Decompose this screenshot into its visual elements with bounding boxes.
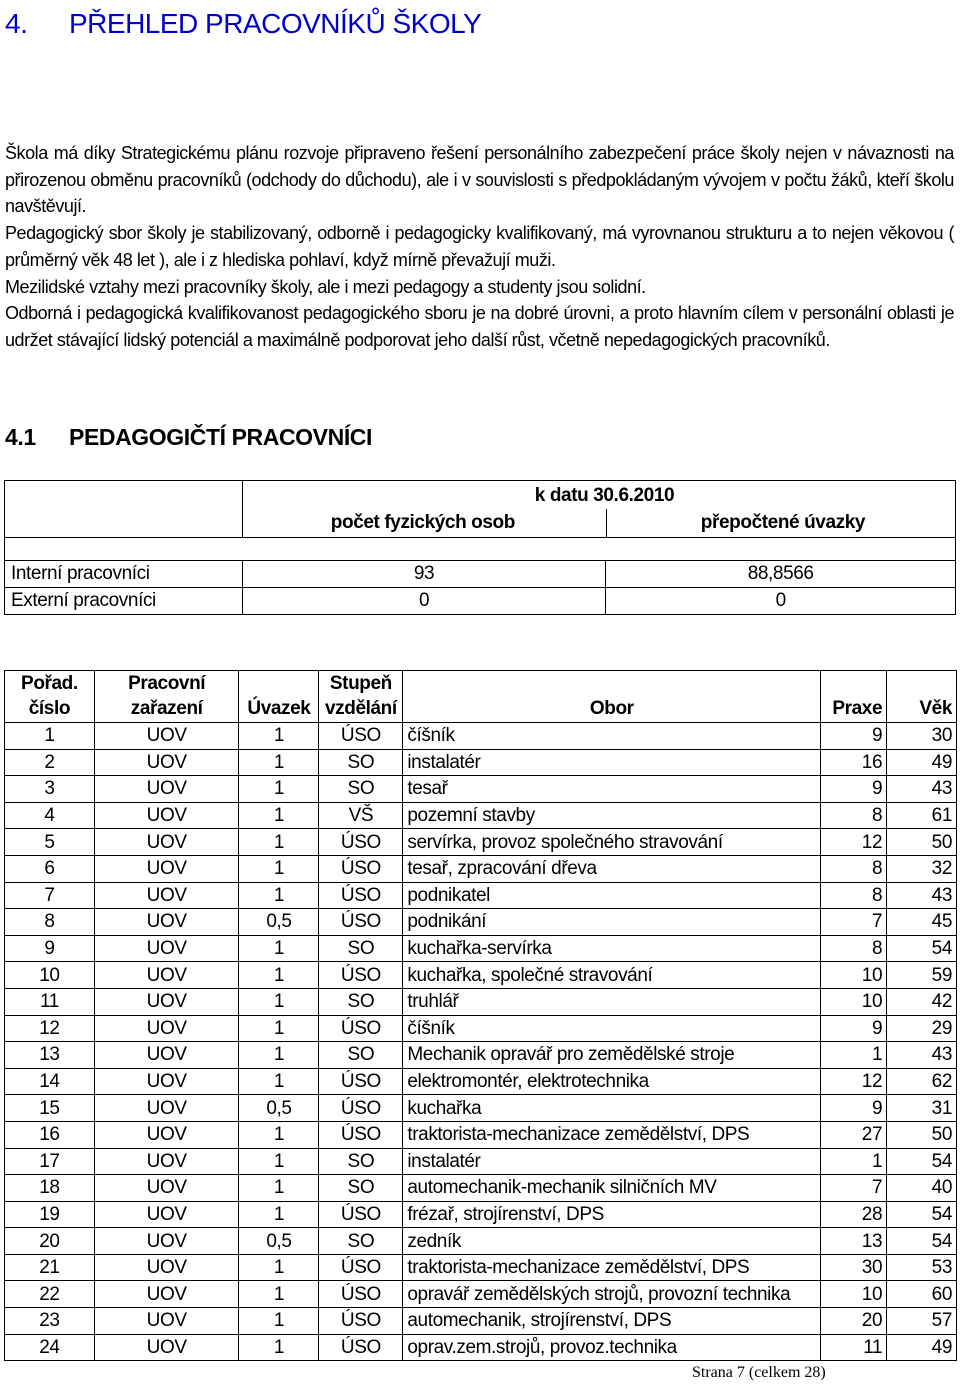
cell-age: 45 bbox=[887, 909, 957, 936]
cell-education: ÚSO bbox=[319, 1121, 403, 1148]
summary-date-label: k datu 30.6.2010 bbox=[534, 485, 675, 506]
table-row bbox=[5, 1281, 957, 1308]
cell-practice: 12 bbox=[821, 829, 887, 856]
cell-field: oprav.zem.strojů, provoz.technika bbox=[403, 1334, 821, 1361]
table-row bbox=[5, 749, 957, 776]
cell-practice: 30 bbox=[821, 1254, 887, 1281]
cell-education: ÚSO bbox=[319, 723, 403, 750]
cell-field: instalatér bbox=[403, 749, 821, 776]
paragraph: Pedagogický sbor školy je stabilizovaný, odborně i pedagogicky kvalifikovaný, má vyrovnanou strukturu a to nejen věkovou ( průměrný věk 48 let ), ale i z hlediska pohlaví, když mírně převažují muži. bbox=[5, 223, 954, 270]
paragraph: Škola má díky Strategickému plánu rozvoje připraveno řešení personálního zabezpečení práce školy nejen v návaznosti na přirozenou obměnu pracovníků (odchody do důchodu), ale i v souvislosti s předpokládaným vývojem v počtu žáků, kteří školu navštěvují. bbox=[5, 143, 954, 217]
summary-row-fte: 0 bbox=[606, 588, 956, 615]
cell-role: UOV bbox=[94, 723, 239, 750]
cell-order: 3 bbox=[5, 776, 95, 803]
cell-age: 43 bbox=[887, 882, 957, 909]
cell-load: 1 bbox=[239, 1068, 319, 1095]
paragraph: Mezilidské vztahy mezi pracovníky školy, ale i mezi pedagogy a studenty jsou solidní. bbox=[5, 276, 646, 297]
cell-order: 13 bbox=[5, 1042, 95, 1069]
cell-role: UOV bbox=[94, 776, 239, 803]
cell-field: kuchařka bbox=[403, 1095, 821, 1122]
cell-order: 9 bbox=[5, 935, 95, 962]
cell-load: 1 bbox=[239, 1201, 319, 1228]
cell-order: 18 bbox=[5, 1175, 95, 1202]
cell-age: 43 bbox=[887, 1042, 957, 1069]
table-row bbox=[5, 1334, 957, 1361]
cell-order: 17 bbox=[5, 1148, 95, 1175]
cell-role: UOV bbox=[94, 962, 239, 989]
cell-field: Mechanik opravář pro zemědělské stroje bbox=[403, 1042, 821, 1069]
table-row bbox=[5, 802, 957, 829]
summary-col-fte: přepočtené úvazky bbox=[700, 512, 866, 533]
summary-table bbox=[4, 480, 956, 615]
cell-practice: 1 bbox=[821, 1148, 887, 1175]
summary-row-label: Externí pracovníci bbox=[5, 588, 243, 615]
summary-row-label: Interní pracovníci bbox=[5, 561, 243, 588]
header-order-line2: číslo bbox=[28, 698, 71, 719]
cell-practice: 9 bbox=[821, 776, 887, 803]
cell-order: 14 bbox=[5, 1068, 95, 1095]
cell-age: 57 bbox=[887, 1308, 957, 1335]
summary-row bbox=[5, 561, 956, 588]
table-row bbox=[5, 1042, 957, 1069]
cell-field: číšník bbox=[403, 723, 821, 750]
header-practice: Praxe bbox=[821, 671, 887, 723]
section-heading bbox=[5, 424, 372, 451]
summary-col-persons: počet fyzických osob bbox=[330, 512, 515, 533]
table-row bbox=[5, 1201, 957, 1228]
cell-role: UOV bbox=[94, 1121, 239, 1148]
cell-practice: 9 bbox=[821, 1095, 887, 1122]
header-order-line1: Pořad. bbox=[21, 673, 78, 694]
cell-order: 1 bbox=[5, 723, 95, 750]
header-field: Obor bbox=[403, 671, 821, 723]
cell-education: ÚSO bbox=[319, 829, 403, 856]
cell-load: 1 bbox=[239, 1148, 319, 1175]
cell-field: opravář zemědělských strojů, provozní technika bbox=[403, 1281, 821, 1308]
page-footer: Strana 7 (celkem 28) bbox=[692, 1364, 826, 1381]
header-role-line1: Pracovní bbox=[128, 673, 206, 694]
cell-practice: 10 bbox=[821, 962, 887, 989]
cell-field: servírka, provoz společného stravování bbox=[403, 829, 821, 856]
cell-load: 1 bbox=[239, 1334, 319, 1361]
summary-corner-cell bbox=[5, 481, 243, 538]
paragraph: Odborná i pedagogická kvalifikovanost pedagogického sboru je na dobré úrovni, a proto hlavním cílem v personální oblasti je udržet stávající lidský potenciál a maximálně podporovat jeho další růst, včetně nepedagogických pracovníků. bbox=[5, 303, 954, 350]
cell-education: ÚSO bbox=[319, 1281, 403, 1308]
cell-field: tesař, zpracování dřeva bbox=[403, 855, 821, 882]
cell-practice: 9 bbox=[821, 1015, 887, 1042]
cell-order: 5 bbox=[5, 829, 95, 856]
staff-header-row bbox=[5, 671, 957, 723]
cell-education: SO bbox=[319, 776, 403, 803]
cell-order: 21 bbox=[5, 1254, 95, 1281]
table-row bbox=[5, 909, 957, 936]
cell-practice: 27 bbox=[821, 1121, 887, 1148]
cell-order: 19 bbox=[5, 1201, 95, 1228]
cell-order: 20 bbox=[5, 1228, 95, 1255]
table-row bbox=[5, 1228, 957, 1255]
cell-field: pozemní stavby bbox=[403, 802, 821, 829]
cell-order: 10 bbox=[5, 962, 95, 989]
cell-age: 29 bbox=[887, 1015, 957, 1042]
cell-load: 0,5 bbox=[239, 1228, 319, 1255]
summary-spacer bbox=[5, 538, 956, 561]
cell-age: 50 bbox=[887, 829, 957, 856]
summary-header-row bbox=[5, 481, 956, 538]
table-row bbox=[5, 935, 957, 962]
header-role-line2: zařazení bbox=[130, 698, 203, 719]
cell-order: 16 bbox=[5, 1121, 95, 1148]
table-row bbox=[5, 1068, 957, 1095]
cell-role: UOV bbox=[94, 1095, 239, 1122]
cell-education: SO bbox=[319, 749, 403, 776]
cell-role: UOV bbox=[94, 1334, 239, 1361]
cell-education: ÚSO bbox=[319, 882, 403, 909]
cell-order: 6 bbox=[5, 855, 95, 882]
cell-field: automechanik, strojírenství, DPS bbox=[403, 1308, 821, 1335]
cell-age: 31 bbox=[887, 1095, 957, 1122]
table-row bbox=[5, 882, 957, 909]
cell-age: 53 bbox=[887, 1254, 957, 1281]
cell-field: kuchařka-servírka bbox=[403, 935, 821, 962]
cell-age: 30 bbox=[887, 723, 957, 750]
cell-load: 1 bbox=[239, 802, 319, 829]
header-role bbox=[94, 671, 239, 723]
cell-practice: 16 bbox=[821, 749, 887, 776]
cell-age: 59 bbox=[887, 962, 957, 989]
staff-table-body bbox=[5, 723, 957, 1361]
cell-role: UOV bbox=[94, 1254, 239, 1281]
heading-title: PŘEHLED PRACOVNÍKŮ ŠKOLY bbox=[69, 8, 482, 39]
cell-field: elektromontér, elektrotechnika bbox=[403, 1068, 821, 1095]
cell-load: 1 bbox=[239, 776, 319, 803]
cell-practice: 1 bbox=[821, 1042, 887, 1069]
cell-field: číšník bbox=[403, 1015, 821, 1042]
cell-load: 1 bbox=[239, 935, 319, 962]
summary-row bbox=[5, 588, 956, 615]
cell-role: UOV bbox=[94, 802, 239, 829]
table-row bbox=[5, 776, 957, 803]
cell-age: 54 bbox=[887, 1228, 957, 1255]
cell-age: 62 bbox=[887, 1068, 957, 1095]
cell-education: ÚSO bbox=[319, 1308, 403, 1335]
cell-role: UOV bbox=[94, 829, 239, 856]
cell-load: 1 bbox=[239, 1042, 319, 1069]
intro-text bbox=[5, 140, 954, 354]
cell-order: 23 bbox=[5, 1308, 95, 1335]
cell-role: UOV bbox=[94, 1308, 239, 1335]
section-title: PEDAGOGIČTÍ PRACOVNÍCI bbox=[69, 424, 373, 450]
cell-practice: 7 bbox=[821, 1175, 887, 1202]
table-row bbox=[5, 1308, 957, 1335]
cell-role: UOV bbox=[94, 1201, 239, 1228]
cell-role: UOV bbox=[94, 909, 239, 936]
cell-practice: 12 bbox=[821, 1068, 887, 1095]
cell-field: kuchařka, společné stravování bbox=[403, 962, 821, 989]
cell-load: 1 bbox=[239, 1175, 319, 1202]
cell-role: UOV bbox=[94, 1228, 239, 1255]
cell-age: 32 bbox=[887, 855, 957, 882]
cell-field: truhlář bbox=[403, 988, 821, 1015]
cell-role: UOV bbox=[94, 988, 239, 1015]
cell-education: SO bbox=[319, 935, 403, 962]
cell-role: UOV bbox=[94, 1015, 239, 1042]
cell-role: UOV bbox=[94, 882, 239, 909]
cell-education: ÚSO bbox=[319, 1095, 403, 1122]
cell-practice: 9 bbox=[821, 723, 887, 750]
cell-age: 61 bbox=[887, 802, 957, 829]
cell-role: UOV bbox=[94, 749, 239, 776]
cell-load: 1 bbox=[239, 1281, 319, 1308]
cell-age: 60 bbox=[887, 1281, 957, 1308]
cell-load: 1 bbox=[239, 1121, 319, 1148]
cell-load: 0,5 bbox=[239, 1095, 319, 1122]
cell-practice: 20 bbox=[821, 1308, 887, 1335]
cell-age: 49 bbox=[887, 1334, 957, 1361]
cell-education: ÚSO bbox=[319, 855, 403, 882]
cell-practice: 8 bbox=[821, 935, 887, 962]
header-load: Úvazek bbox=[239, 671, 319, 723]
table-row bbox=[5, 1175, 957, 1202]
header-age: Věk bbox=[887, 671, 957, 723]
cell-load: 1 bbox=[239, 1308, 319, 1335]
cell-age: 43 bbox=[887, 776, 957, 803]
cell-practice: 8 bbox=[821, 855, 887, 882]
summary-header-cell bbox=[242, 481, 955, 538]
cell-education: ÚSO bbox=[319, 1201, 403, 1228]
cell-load: 1 bbox=[239, 988, 319, 1015]
table-row bbox=[5, 1121, 957, 1148]
page-heading bbox=[5, 8, 481, 40]
cell-education: ÚSO bbox=[319, 1068, 403, 1095]
table-row bbox=[5, 723, 957, 750]
cell-age: 49 bbox=[887, 749, 957, 776]
cell-role: UOV bbox=[94, 935, 239, 962]
cell-education: SO bbox=[319, 1042, 403, 1069]
table-row bbox=[5, 1148, 957, 1175]
cell-age: 40 bbox=[887, 1175, 957, 1202]
cell-order: 7 bbox=[5, 882, 95, 909]
table-row bbox=[5, 1254, 957, 1281]
cell-education: ÚSO bbox=[319, 1254, 403, 1281]
cell-load: 0,5 bbox=[239, 909, 319, 936]
cell-role: UOV bbox=[94, 1068, 239, 1095]
cell-practice: 10 bbox=[821, 1281, 887, 1308]
cell-age: 50 bbox=[887, 1121, 957, 1148]
cell-load: 1 bbox=[239, 882, 319, 909]
cell-field: instalatér bbox=[403, 1148, 821, 1175]
cell-order: 24 bbox=[5, 1334, 95, 1361]
cell-field: tesař bbox=[403, 776, 821, 803]
summary-divider bbox=[606, 509, 607, 537]
cell-age: 54 bbox=[887, 1148, 957, 1175]
cell-age: 54 bbox=[887, 935, 957, 962]
cell-education: SO bbox=[319, 1228, 403, 1255]
header-order bbox=[5, 671, 95, 723]
header-education-line1: Stupeň bbox=[329, 673, 392, 694]
cell-order: 4 bbox=[5, 802, 95, 829]
cell-field: podnikání bbox=[403, 909, 821, 936]
summary-row-persons: 0 bbox=[242, 588, 606, 615]
cell-education: SO bbox=[319, 1175, 403, 1202]
cell-order: 11 bbox=[5, 988, 95, 1015]
cell-practice: 10 bbox=[821, 988, 887, 1015]
summary-row-persons: 93 bbox=[242, 561, 606, 588]
cell-load: 1 bbox=[239, 1254, 319, 1281]
cell-field: automechanik-mechanik silničních MV bbox=[403, 1175, 821, 1202]
cell-education: ÚSO bbox=[319, 1015, 403, 1042]
cell-education: ÚSO bbox=[319, 1334, 403, 1361]
cell-practice: 28 bbox=[821, 1201, 887, 1228]
header-education-line2: vzdělání bbox=[324, 698, 397, 719]
cell-load: 1 bbox=[239, 1015, 319, 1042]
table-row bbox=[5, 1095, 957, 1122]
cell-field: frézař, strojírenství, DPS bbox=[403, 1201, 821, 1228]
section-number: 4.1 bbox=[5, 424, 36, 450]
cell-field: podnikatel bbox=[403, 882, 821, 909]
header-education bbox=[319, 671, 403, 723]
table-row bbox=[5, 829, 957, 856]
cell-order: 8 bbox=[5, 909, 95, 936]
cell-education: ÚSO bbox=[319, 909, 403, 936]
table-row bbox=[5, 962, 957, 989]
cell-age: 42 bbox=[887, 988, 957, 1015]
table-row bbox=[5, 855, 957, 882]
cell-role: UOV bbox=[94, 1148, 239, 1175]
cell-load: 1 bbox=[239, 829, 319, 856]
cell-order: 22 bbox=[5, 1281, 95, 1308]
heading-number: 4. bbox=[5, 8, 28, 39]
cell-practice: 11 bbox=[821, 1334, 887, 1361]
cell-role: UOV bbox=[94, 1175, 239, 1202]
cell-field: traktorista-mechanizace zemědělství, DPS bbox=[403, 1121, 821, 1148]
cell-field: traktorista-mechanizace zemědělství, DPS bbox=[403, 1254, 821, 1281]
cell-role: UOV bbox=[94, 1281, 239, 1308]
cell-education: ÚSO bbox=[319, 962, 403, 989]
cell-order: 2 bbox=[5, 749, 95, 776]
cell-load: 1 bbox=[239, 723, 319, 750]
cell-education: SO bbox=[319, 1148, 403, 1175]
cell-practice: 8 bbox=[821, 882, 887, 909]
cell-age: 54 bbox=[887, 1201, 957, 1228]
cell-load: 1 bbox=[239, 962, 319, 989]
summary-row-fte: 88,8566 bbox=[606, 561, 956, 588]
table-row bbox=[5, 1015, 957, 1042]
staff-table bbox=[4, 670, 957, 1361]
cell-load: 1 bbox=[239, 749, 319, 776]
cell-order: 12 bbox=[5, 1015, 95, 1042]
summary-spacer-row bbox=[5, 538, 956, 561]
cell-field: zedník bbox=[403, 1228, 821, 1255]
cell-practice: 7 bbox=[821, 909, 887, 936]
cell-education: VŠ bbox=[319, 802, 403, 829]
cell-practice: 8 bbox=[821, 802, 887, 829]
cell-order: 15 bbox=[5, 1095, 95, 1122]
cell-practice: 13 bbox=[821, 1228, 887, 1255]
table-row bbox=[5, 988, 957, 1015]
cell-load: 1 bbox=[239, 855, 319, 882]
cell-education: SO bbox=[319, 988, 403, 1015]
cell-role: UOV bbox=[94, 1042, 239, 1069]
cell-role: UOV bbox=[94, 855, 239, 882]
